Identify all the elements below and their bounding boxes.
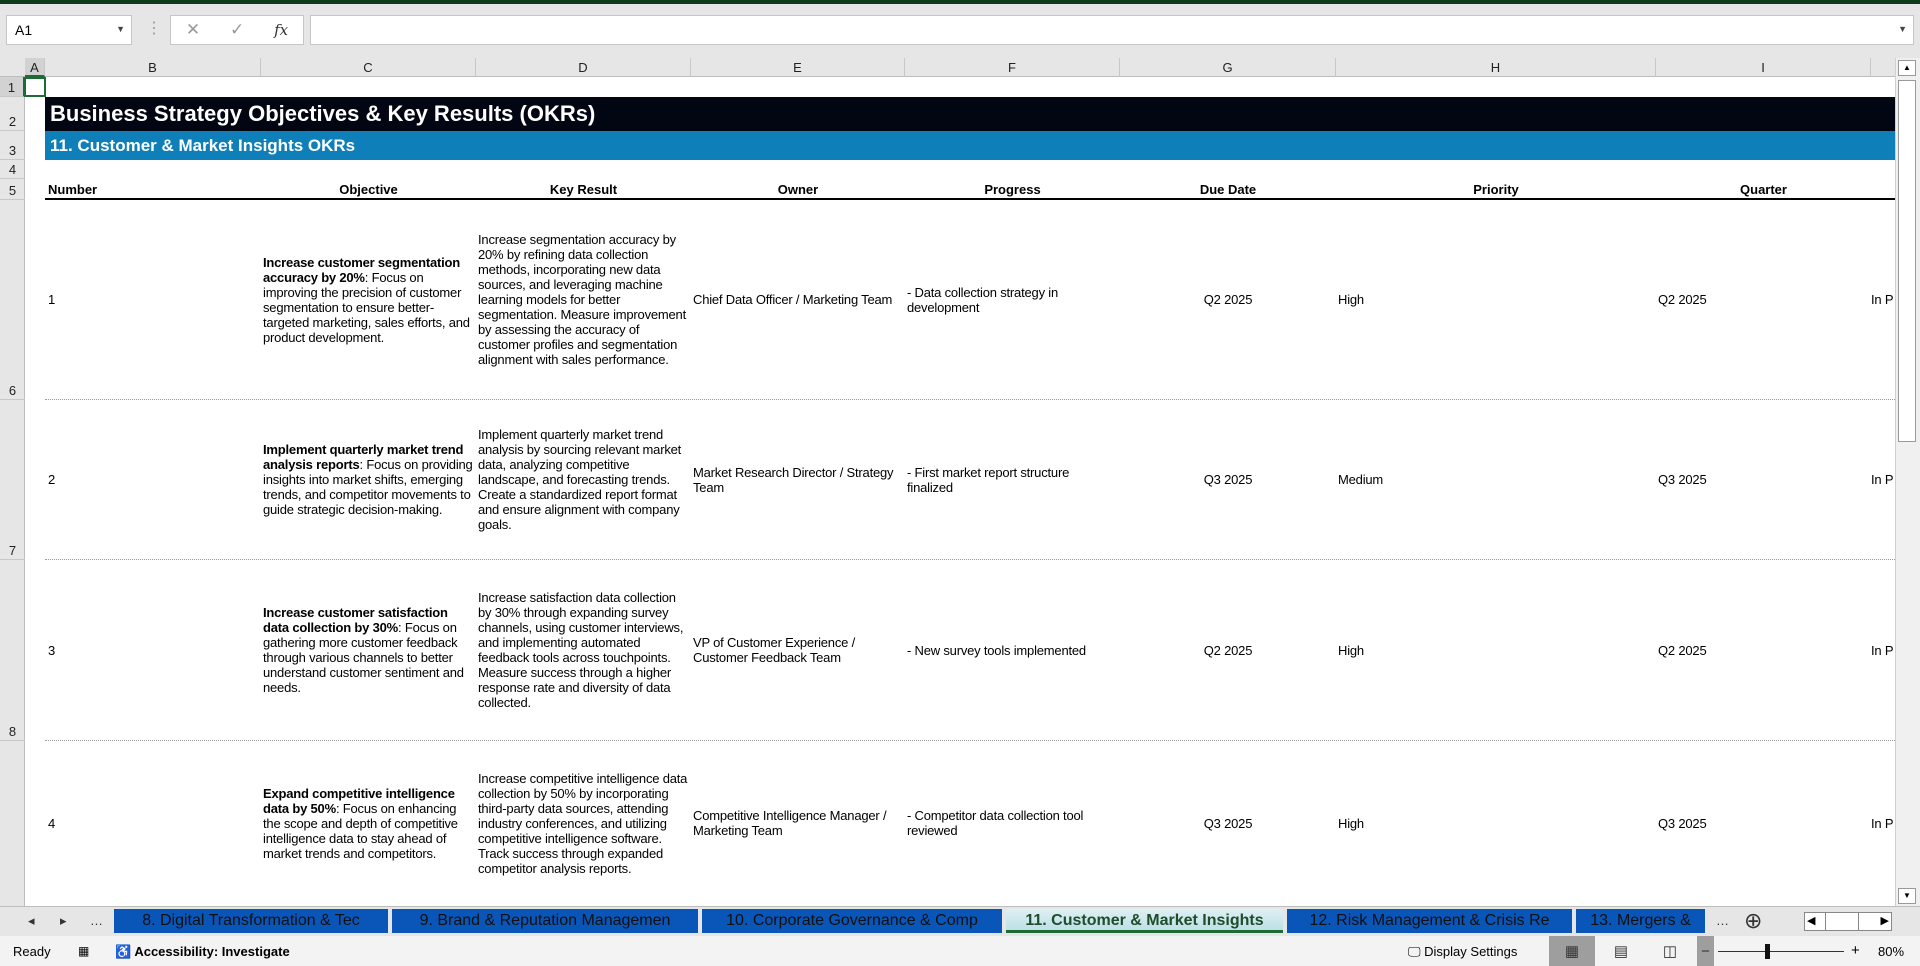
normal-view-icon[interactable]: ▦ <box>1549 936 1595 966</box>
cell-number[interactable] <box>48 741 248 905</box>
cell-number-text: 1 <box>48 292 56 307</box>
cell-progress[interactable] <box>907 400 1117 559</box>
column-header-h[interactable]: H <box>1336 58 1656 77</box>
display-settings-button[interactable] <box>1408 944 1517 960</box>
cell-due-date[interactable] <box>1120 400 1336 559</box>
cell-priority[interactable] <box>1338 400 1638 559</box>
table-row <box>45 741 1895 905</box>
header-objective: Objective <box>339 182 398 197</box>
header-number: Number <box>48 182 98 197</box>
formula-input[interactable] <box>310 15 1914 45</box>
insert-function-icon[interactable]: fx <box>274 21 289 39</box>
cell-number-text: 2 <box>48 472 56 487</box>
cell-objective[interactable] <box>263 741 475 905</box>
cell-owner-text: Competitive Intelligence Manager / Marketing Team <box>693 808 887 838</box>
zoom-in-button[interactable]: + <box>1851 942 1860 959</box>
accessibility-button[interactable] <box>115 944 290 960</box>
cell-priority[interactable] <box>1338 560 1638 740</box>
cell-key-result-text: Increase segmentation accuracy by 20% by refining data collection methods, incorporating new data sources, and leveraging machine learning models for better segmentation. Measure improvement by assessing the accuracy of customer profiles and segmentation alignment with sales performance. <box>478 232 687 367</box>
column-header-e[interactable]: E <box>691 58 905 77</box>
objective-description: : Focus on improving the precision of customer segmentation to ensure better-targeted marketing, sales efforts, and product development. <box>263 269 470 345</box>
row-header-6[interactable]: 6 <box>0 200 25 400</box>
cell-key-result[interactable] <box>478 200 690 399</box>
tab-more-left[interactable]: … <box>90 913 103 928</box>
calculator-icon[interactable]: ▦ <box>78 944 90 958</box>
column-header-c[interactable]: C <box>261 58 476 77</box>
row-header-8[interactable]: 8 <box>0 560 25 741</box>
cell-quarter[interactable] <box>1658 560 1868 740</box>
cell-progress[interactable] <box>907 560 1117 740</box>
sheet-tab[interactable]: 13. Mergers & <box>1576 909 1705 933</box>
cell-status-text: In P <box>1871 815 1894 831</box>
cell-number-text: 4 <box>48 815 56 831</box>
cell-due-date[interactable] <box>1120 200 1336 399</box>
cell-priority[interactable] <box>1338 200 1638 399</box>
cell-progress[interactable] <box>907 741 1117 905</box>
cell-status-text: In P <box>1871 292 1894 307</box>
cell-objective-text <box>263 255 475 345</box>
row-headers <box>0 77 25 906</box>
cell-quarter-text: Q2 2025 <box>1658 642 1707 658</box>
cell-progress-text: - Data collection strategy in development <box>907 284 1058 315</box>
cell-owner-text: Chief Data Officer / Marketing Team <box>693 292 893 307</box>
cell-due-date-text: Q3 2025 <box>1203 472 1253 487</box>
cell-quarter[interactable] <box>1658 400 1868 559</box>
objective-title: Implement quarterly market trend analysis reports <box>263 442 464 472</box>
chevron-down-icon[interactable]: ▼ <box>116 24 125 34</box>
cell-number-text: 3 <box>48 642 56 658</box>
cell-quarter-text: Q3 2025 <box>1658 815 1707 831</box>
sheet-tab[interactable]: 12. Risk Management & Crisis Re <box>1287 909 1572 933</box>
vertical-scroll-thumb[interactable] <box>1898 80 1916 442</box>
cell-objective[interactable] <box>263 200 475 399</box>
cell-progress-text: - Competitor data collection tool reviewed <box>907 808 1084 838</box>
cell-key-result[interactable] <box>478 400 690 559</box>
sheet-tab[interactable]: 9. Brand & Reputation Managemen <box>392 909 698 933</box>
objective-title: Expand competitive intelligence data by 50% <box>263 785 455 816</box>
cancel-icon[interactable]: ✕ <box>185 20 201 39</box>
cell-quarter-text: Q3 2025 <box>1658 472 1707 487</box>
monitor-icon: 🖵 <box>1408 944 1425 959</box>
tab-next-icon[interactable]: ▸ <box>60 913 67 928</box>
cell-number[interactable] <box>48 200 248 399</box>
tab-more-right[interactable]: … <box>1716 913 1729 928</box>
column-header-g[interactable]: G <box>1120 58 1336 77</box>
row-header-5[interactable]: 5 <box>0 179 25 200</box>
cell-priority-text: High <box>1338 815 1364 831</box>
cell-progress[interactable] <box>907 200 1117 399</box>
zoom-slider-thumb[interactable] <box>1765 944 1770 959</box>
page-layout-view-icon[interactable]: ▤ <box>1613 943 1629 960</box>
zoom-slider[interactable] <box>1718 951 1844 952</box>
cell-objective[interactable] <box>263 560 475 740</box>
scroll-right-icon[interactable]: ▶ <box>1880 915 1889 927</box>
cell-owner[interactable] <box>693 560 903 740</box>
column-header-b[interactable]: B <box>45 58 261 77</box>
row-header-3[interactable]: 3 <box>0 131 25 160</box>
cell-quarter[interactable] <box>1658 200 1868 399</box>
sheet-tab-bar <box>0 906 1920 936</box>
header-priority: Priority <box>1473 182 1519 197</box>
status-ready: Ready <box>13 944 51 959</box>
cell-due-date[interactable] <box>1120 741 1336 905</box>
sheet-title: Business Strategy Objectives & Key Results (OKRs) <box>45 97 1895 131</box>
section-title: 11. Customer & Market Insights OKRs <box>45 131 1895 160</box>
column-header-d[interactable]: D <box>476 58 691 77</box>
accessibility-icon: ♿ <box>115 944 135 959</box>
zoom-out-button[interactable]: − <box>1697 936 1714 966</box>
header-owner: Owner <box>777 182 819 197</box>
cell-quarter[interactable] <box>1658 741 1868 905</box>
cell-number[interactable] <box>48 400 248 559</box>
cell-owner[interactable] <box>693 400 903 559</box>
header-quarter: Quarter <box>1740 182 1787 197</box>
tab-prev-icon[interactable]: ◂ <box>28 913 35 928</box>
horizontal-scroll-thumb[interactable] <box>1825 913 1859 930</box>
sheet-tab[interactable]: 11. Customer & Market Insights <box>1006 909 1283 933</box>
cell-key-result[interactable] <box>478 741 690 905</box>
cell-quarter-text: Q2 2025 <box>1658 292 1707 307</box>
cell-status-text: In P <box>1871 472 1894 487</box>
accessibility-label: Accessibility: Investigate <box>134 944 290 959</box>
row-header-7[interactable]: 7 <box>0 400 25 560</box>
sheet-tab[interactable]: 10. Corporate Governance & Comp <box>702 909 1002 933</box>
more-icon[interactable]: ⋮ <box>146 20 162 37</box>
horizontal-scrollbar[interactable] <box>1804 912 1892 931</box>
status-bar <box>0 936 1920 966</box>
page-break-view-icon[interactable]: ◫ <box>1662 943 1678 960</box>
row-header-1[interactable]: 1 <box>0 77 25 97</box>
cell-key-result-text: Increase competitive intelligence data collection by 50% by incorporating third-party data sources, attending industry conferences, and utilizing competitive intelligence software. Track success through expanded competitor analysis reports. <box>478 770 688 876</box>
cell-number[interactable] <box>48 560 248 740</box>
row-header-4[interactable]: 4 <box>0 160 25 179</box>
name-box-value: A1 <box>15 22 33 38</box>
cell-priority-text: High <box>1338 642 1364 658</box>
cell-objective-text <box>263 442 475 517</box>
objective-description: : Focus on gathering more customer feedback through various channels to better understand customer sentiment and needs. <box>263 620 464 695</box>
cell-due-date-text: Q2 2025 <box>1203 292 1253 307</box>
cell-progress-text: - New survey tools implemented <box>907 642 1086 658</box>
cell-priority-text: High <box>1338 292 1364 307</box>
cell-priority[interactable] <box>1338 741 1638 905</box>
add-sheet-icon[interactable]: ⊕ <box>1744 908 1763 933</box>
header-key-result: Key Result <box>549 182 618 197</box>
cell-progress-text: - First market report structure finalized <box>907 464 1070 495</box>
cell-owner-text: VP of Customer Experience / Customer Feedback Team <box>693 635 855 665</box>
column-header-a[interactable]: A <box>25 58 45 77</box>
table-row <box>45 200 1895 400</box>
cell-key-result-text: Implement quarterly market trend analysis by sourcing relevant market data, analyzing competitive landscape, and forecasting trends. Create a standardized report format and ensure alignment with company goals. <box>478 427 682 532</box>
cell-status-text: In P <box>1871 642 1894 658</box>
cell-priority-text: Medium <box>1338 472 1384 487</box>
active-cell-selection[interactable] <box>24 77 46 97</box>
column-header-i[interactable]: I <box>1656 58 1871 77</box>
header-progress: Progress <box>984 182 1041 197</box>
header-due-date: Due Date <box>1199 182 1257 197</box>
cell-objective-text <box>263 786 475 861</box>
column-header-f[interactable]: F <box>905 58 1120 77</box>
objective-description: : Focus on enhancing the scope and depth of competitive intelligence data to stay ahead of market trends and competitors. <box>263 800 458 861</box>
objective-description: : Focus on providing insights into market shifts, emerging trends, and competitor movements to guide strategic decision-making. <box>263 457 473 517</box>
name-box[interactable] <box>6 15 132 45</box>
cell-due-date[interactable] <box>1120 560 1336 740</box>
expand-formula-icon[interactable]: ▼ <box>1898 24 1907 34</box>
table-row <box>45 400 1895 560</box>
cell-key-result-text: Increase satisfaction data collection by 30% through expanding survey channels, using customer interviews, and implementing automated feedback tools across touchpoints. Measure success through a higher response rate and diversity of data collected. <box>478 590 684 710</box>
zoom-level[interactable]: 80% <box>1878 944 1905 959</box>
cell-objective-text <box>263 605 475 695</box>
cell-due-date-text: Q3 2025 <box>1203 815 1253 831</box>
scroll-down-icon[interactable]: ▼ <box>1898 888 1916 904</box>
cell-owner[interactable] <box>693 741 903 905</box>
table-row <box>45 560 1895 741</box>
objective-title: Increase customer segmentation accuracy by 20% <box>263 254 461 285</box>
cell-owner-text: Market Research Director / Strategy Team <box>693 464 894 495</box>
display-settings-label: Display Settings <box>1424 944 1518 959</box>
sheet-tab[interactable]: 8. Digital Transformation & Tec <box>114 909 388 933</box>
column-headers <box>0 58 1895 77</box>
cell-due-date-text: Q2 2025 <box>1203 642 1253 658</box>
cell-owner[interactable] <box>693 200 903 399</box>
row-header-2[interactable]: 2 <box>0 97 25 131</box>
enter-icon[interactable]: ✓ <box>229 20 245 39</box>
formula-buttons <box>170 15 304 45</box>
cell-objective[interactable] <box>263 400 475 559</box>
scroll-left-icon[interactable]: ◀ <box>1807 915 1816 927</box>
table-header-row <box>45 179 1895 200</box>
cell-key-result[interactable] <box>478 560 690 740</box>
objective-title: Increase customer satisfaction data collection by 30% <box>263 605 448 635</box>
scroll-up-icon[interactable]: ▲ <box>1898 60 1916 76</box>
